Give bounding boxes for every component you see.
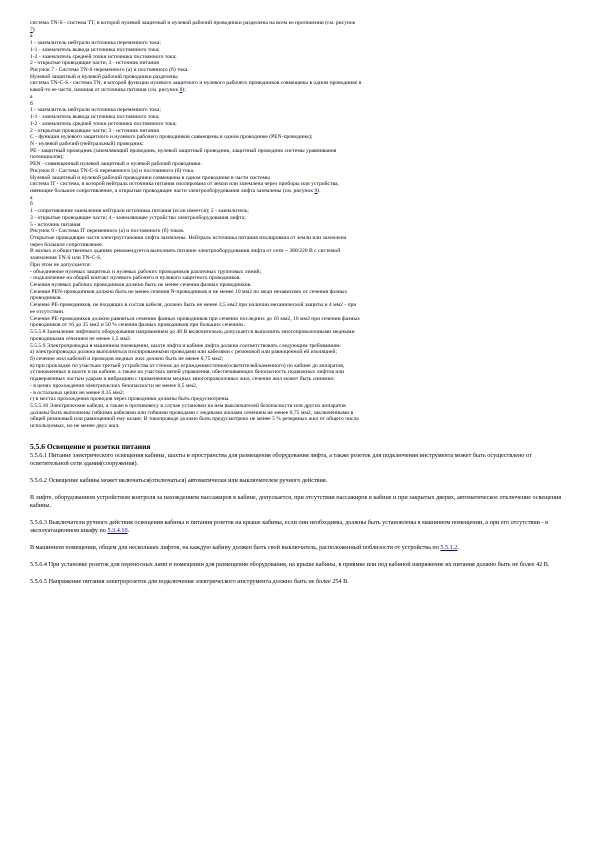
- section-link[interactable]: 5.3.4.10: [107, 526, 128, 534]
- text-line: должны быть выполнены гибкими кабелями или гибкими проводами с медными жилами сечением не менее 0,75 мм2, заключенными в: [30, 409, 354, 416]
- text-line: проводников от 16 до 35 мм2 и 50 % сечения фазных проводников при больших сечениях.: [30, 322, 246, 329]
- text-line: общей резиновый или равноценной ему шланг. В токопроводе должно быть предусмотрено не менее 5 % резервных жил от общего числа: [30, 416, 359, 423]
- text-line: 1 - заземлитель нейтрали источника переменного тока;: [30, 40, 161, 47]
- text-line: установленных в шахте и на кабине, а также на участках цепей управления, обеспечивающих безопасность подвижных лифтов или: [30, 369, 345, 376]
- text-line: 5.5.5.9 Электропроводка в машинном помещении, шахте лифта и кабине лифта должна соответствовать следующим требованиям:: [30, 342, 342, 349]
- figure-link[interactable]: 8: [179, 87, 183, 94]
- text-line: система TN-C-S - система TN, в которой функции нулевого защитного и нулевого рабочего проводников совмещены в одном проводнике в: [30, 80, 362, 87]
- text-line: PEN - совмещенный нулевой защитный и нулевой рабочий проводники.: [30, 161, 202, 168]
- text-line: 5 - источник питания: [30, 221, 81, 228]
- section-paragraph: 5.5.6.1 Питание электрического освещения кабины, шахты и пространства для размещения оборудования лифта, а также розеток для подключения инструмента может быть осуществлено от осветительной сети здания(сооружения).: [30, 451, 532, 467]
- text-line: - в цепях прохождения электрических безопасности не менее 0,5 мм2,: [30, 382, 198, 389]
- text-line: 5.5.5.10 Электрические кабели, а также в противовесу в случае установки на нем выключателей безопасности или других аппаратов: [30, 402, 346, 409]
- text-line: система IT - система, в которой нейтраль источника питания изолирована от земли или заземлена через приборы или устройства,: [30, 181, 339, 188]
- text-line: б: [30, 100, 33, 107]
- text-line: б: [30, 201, 33, 208]
- section-paragraph: В лифте, оборудованном устройством контроля за нахождением пассажиров в кабине, допускается, при отсутствии пассажиров в кабине и при закрытых дверях, автоматическое отключение освещения кабины.: [30, 493, 562, 509]
- text-line: имеющие большое сопротивление, а открытые проводящие части электрооборудования лифта заземлены (см. рисунок 9).: [30, 187, 321, 194]
- text-line: г) в местах прохождения проводов через проводники должны быть предусмотрены.: [30, 396, 230, 403]
- text-line: - объединение нулевых защитных и нулевых рабочих проводников различных групповых линий;: [30, 268, 262, 275]
- text-line: заземления TN-S или TN-C-S.: [30, 255, 102, 262]
- text-line: проводников.: [30, 295, 62, 302]
- text-line: 1 - сопротивление заземления нейтрали источника питания (если имеется); 2 - заземлитель;: [30, 208, 249, 215]
- text-line: 1-2 - заземлитель средней точки источника постоянного тока;: [30, 120, 177, 127]
- text-line: 1-1 - заземлитель вывода источника постоянного тока;: [30, 114, 160, 121]
- text-line: 3 - открытые проводящие части; 4 - заземляющее устройство электрооборудования лифта;: [30, 214, 246, 221]
- figure-link[interactable]: 9: [314, 187, 318, 194]
- text-line: Нулевой защитный и нулевой рабочий проводники разделены: [30, 73, 178, 80]
- text-line: 2 - открытые проводящие части; 3 - источник питания: [30, 127, 159, 134]
- text-line: Рисунок 9 - Система IT переменного (а) и постоянного (б) токов.: [30, 228, 185, 235]
- figure-link[interactable]: 7: [30, 26, 33, 33]
- text-line: используемых, но не менее двух жил.: [30, 423, 120, 430]
- text-line: 1 - заземлитель нейтрали источника переменного тока;: [30, 107, 161, 114]
- text-line: 2 - открытые проводящие части; 3 - источник питания: [30, 60, 159, 67]
- text-line: 1-2 - заземлитель средней точки источника постоянного тока;: [30, 53, 177, 60]
- text-line: С - функции нулевого защитного и нулевого рабочего проводников совмещены в одном проводнике (PEN-проводник);: [30, 134, 313, 141]
- text-line: Сечения PEN-проводников должно быть не менее сечения N-проводников и не менее 10 мм2 по меди независимо от сечения фазных: [30, 288, 348, 295]
- text-line: Сечение PE-проводников, не входящих в состав кабеля, должно быть не менее 2,5 мм2 при наличии механической защиты и 4 мм2 - при: [30, 302, 357, 309]
- text-line: б) сечение жил кабелей и проводов медных жил должно быть не менее 0,75 мм2;: [30, 355, 224, 362]
- section-paragraph: 5.5.6.3 Выключатели ручного действия освещения кабины и питания розеток на крыше кабины, если они необходимы, должны быть установлены в машинном помещении, а при его отсутствии - в эксплуатационном шкафу по 5.3.4.10.: [30, 518, 549, 534]
- text-line: Рисунок 8 - Система TN-C-S переменного (а) и постоянного (б) тока.: [30, 167, 195, 174]
- section-title: 5.5.6 Освещение и розетки питания: [30, 441, 151, 451]
- text-line: Нулевой защитный и нулевой рабочий проводники совмещены в одном проводнике в части системы: [30, 174, 270, 181]
- text-line: ее отсутствии.: [30, 308, 65, 315]
- document-body: [30, 20, 568, 595]
- text-line: 7): [30, 26, 35, 33]
- section-paragraph: 5.5.6.4 При установке розеток для переносных ламп в помещении для размещения оборудования, на крыше кабины, в приямке или под кабиной напряжение их питания должно быть не более 42 В.: [30, 560, 550, 568]
- text-line: какой-то ее части, начиная от источника питания (см. рисунок 8);: [30, 87, 186, 94]
- text-line: система TN-S - система TT, в которой нулевой защитный и нулевой рабочий проводники разделены на всем ее протяжении (см. рисунок: [30, 20, 356, 26]
- section-paragraph: 5.5.6.5 Напряжение питания электророзеток для подключения электрического инструмента должно быть не более 254 В.: [30, 577, 349, 585]
- text-line: 5.5.5.8 Заземление лифтового оборудования напряжением до 48 В включительно допускается выполнять многопроволочными медными: [30, 329, 355, 336]
- text-line: а: [30, 33, 33, 40]
- text-line: Рисунок 7 - Система TN-S переменного (а) и постоянного (б) тока.: [30, 67, 189, 74]
- section-paragraph: 5.5.6.2 Освещение кабины может включаться(отключаться) автоматически или выключателем ручного действия.: [30, 476, 328, 484]
- text-line: подверженных частым ударам и вибрациям с применением медных многопроволочных жил, сечение жил может быть снижено:: [30, 376, 335, 383]
- text-line: PE - защитный проводник (заземляющий проводник, нулевой защитный проводник, защитный проводник системы уравнивания: [30, 147, 337, 154]
- text-line: Открытые проводящие части электроустановки лифта заземлены. Нейтраль источника питания изолирована от земли или заземлена: [30, 235, 347, 241]
- text-line: При этом не допускается:: [30, 261, 92, 268]
- section-paragraphs: [30, 452, 568, 595]
- text-line: а: [30, 93, 33, 100]
- text-line: - в остальных цепях не менее 0,35 мм2;: [30, 389, 125, 396]
- text-line: в) при прокладке по участкам третьей устройства от стенок до ограждения/стенки(осветителей/каменного) по кабине до аппаратов,: [30, 362, 345, 369]
- text-line: Сечение PE-проводников должно равняться сечению фазных проводников при сечении последних до 16 мм2, 16 мм2 при сечении фазных: [30, 315, 360, 322]
- text-line: 1-1 - заземлитель вывода источника постоянного тока;: [30, 46, 160, 53]
- text-line: Сечения нулевых рабочих проводников должно быть не менее сечения фазных проводников.: [30, 282, 252, 289]
- text-line: В жилых и общественных зданиях рекомендуется выполнять питание электрооборудования лифта от сети ~ 380/220 В с системой: [30, 248, 341, 255]
- text-line: N - нулевой рабочий (нейтральный) проводник;: [30, 140, 144, 147]
- section-paragraph: В машинном помещении, общем для нескольких лифтов, на каждую кабину должен быть свой выключатель, расположенный поблизости от устройства по 5.5.1.2.: [30, 543, 459, 551]
- text-line: а) электропроводка должна выполняться изолированными проводами или кабелями с резиновой или равноценной ей изоляцией;: [30, 349, 337, 356]
- section-link[interactable]: 5.5.1.2: [440, 543, 458, 551]
- text-line: через большое сопротивление.: [30, 241, 104, 248]
- text-line: а: [30, 194, 33, 201]
- text-line: потенциалов);: [30, 154, 64, 161]
- text-line: проводниками сечением не менее 1,5 мм2.: [30, 335, 132, 342]
- text-line: - подключение на общий контакт нулевого рабочего и нулевого защитного проводников.: [30, 275, 241, 282]
- top-text-block: [30, 20, 568, 430]
